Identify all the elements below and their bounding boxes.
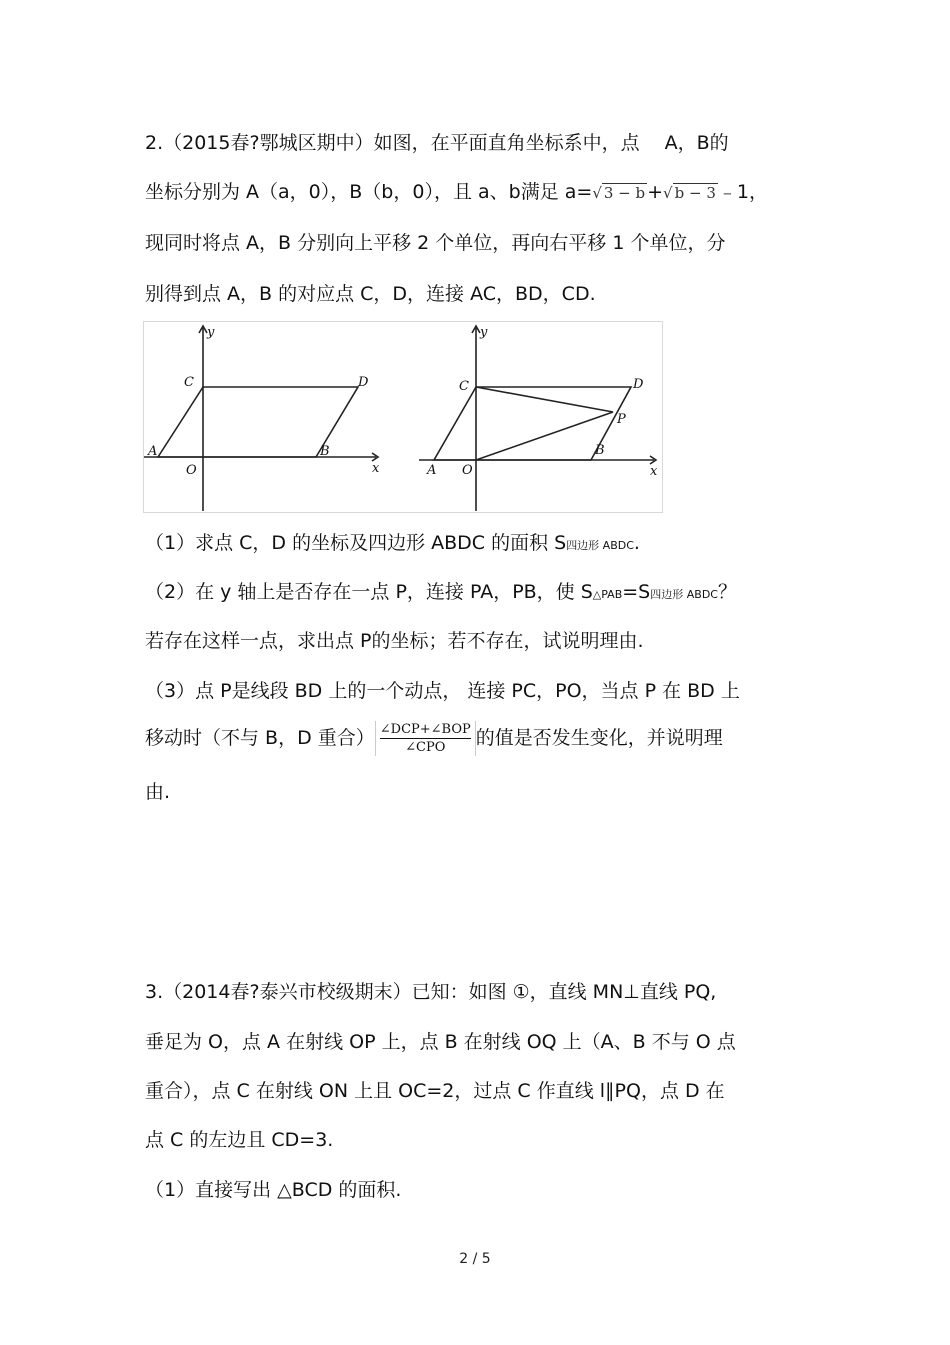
q3-line2-suffix: 的值是否发生变化，并说明理 — [475, 727, 723, 749]
angle-fraction — [375, 721, 476, 756]
q2-subscript-1: △PAB — [592, 588, 623, 601]
label-D-right: D — [633, 377, 644, 392]
fraction-numerator: ∠DCP+∠BOP — [379, 722, 471, 737]
label-C-left: C — [184, 375, 194, 390]
problem3-line1: 3.（2014春?泰兴市校级期末）已知：如图 ①，直线 MN⊥直线 PQ, — [145, 981, 717, 1003]
problem3-line2: 垂足为 O，点 A 在射线 OP 上，点 B 在射线 OQ 上（A、B 不与 O 点 — [145, 1031, 736, 1053]
label-y-right: y — [480, 325, 488, 340]
q2-text: （2）在 y 轴上是否存在一点 P，连接 PA，PB，使 S — [145, 581, 593, 603]
q2-subscript-2: 四边形 ABDC — [650, 588, 718, 601]
label-B-left: B — [320, 444, 330, 459]
plus-sign: + — [647, 181, 664, 203]
sqrt-expression-2: √ b − 3 — [663, 184, 716, 202]
q2-mid: =S — [622, 581, 651, 603]
problem2-line4: 别得到点 A，B 的对应点 C，D，连接 AC，BD，CD. — [145, 283, 596, 305]
problem2-line2-prefix: 坐标分别为 A（a，0），B（b，0），且 a、b满足 a= — [145, 181, 593, 203]
segment-CP — [476, 387, 613, 412]
sqrt1-body: 3 − b — [603, 184, 646, 202]
q1-end: . — [633, 532, 640, 554]
figure-left — [144, 326, 378, 511]
label-O-right: O — [462, 463, 473, 478]
q3-line2-prefix: 移动时（不与 B，D 重合） — [145, 727, 375, 749]
problem3-q1: （1）直接写出 △BCD 的面积. — [145, 1179, 402, 1201]
page-number: 2 / 5 — [459, 1251, 491, 1267]
segment-OP — [476, 412, 613, 460]
problem2-q3-line3: 由. — [145, 781, 171, 803]
q1-subscript: 四边形 ABDC — [566, 539, 634, 552]
label-A-left: A — [148, 444, 158, 459]
problem2-q3-line2 — [145, 721, 723, 756]
problem2-q2 — [145, 580, 737, 607]
problem2-q1 — [145, 531, 640, 558]
problem2-q2-line2: 若存在这样一点，求出点 P的坐标；若不存在，试说明理由. — [145, 630, 644, 652]
q1-text: （1）求点 C，D 的坐标及四边形 ABDC 的面积 S — [145, 532, 567, 554]
fraction-denominator: ∠CPO — [405, 740, 446, 755]
q2-end: ？ — [717, 581, 737, 603]
label-y-left: y — [207, 325, 215, 340]
label-x-left: x — [372, 461, 380, 476]
problem3-line3: 重合），点 C 在射线 ON 上且 OC=2，过点 C 作直线 l∥PQ，点 D 在 — [145, 1080, 725, 1102]
label-P-right: P — [617, 412, 626, 427]
label-D-left: D — [358, 375, 369, 390]
sqrt-expression-1: √ 3 − b — [592, 184, 646, 202]
sqrt2-body: b − 3 — [674, 184, 716, 202]
label-A-right: A — [427, 463, 437, 478]
label-x-right: x — [650, 464, 658, 479]
problem2-line3: 现同时将点 A，B 分别向上平移 2 个单位，再向右平移 1 个单位，分 — [145, 232, 726, 254]
problem2-q3-line1: （3）点 P是线段 BD 上的一个动点， 连接 PC，PO，当点 P 在 BD 上 — [145, 680, 740, 702]
problem2-line2 — [145, 180, 768, 205]
problem3-line4: 点 C 的左边且 CD=3. — [145, 1129, 334, 1151]
label-C-right: C — [459, 379, 469, 394]
problem2-line2-suffix: ﹣1， — [717, 181, 768, 203]
label-B-right: B — [595, 443, 605, 458]
label-O-left: O — [186, 463, 197, 478]
problem2-line1: 2.（2015春?鄂城区期中）如图，在平面直角坐标系中，点 A，B的 — [145, 132, 729, 154]
coordinate-figures — [143, 321, 663, 513]
